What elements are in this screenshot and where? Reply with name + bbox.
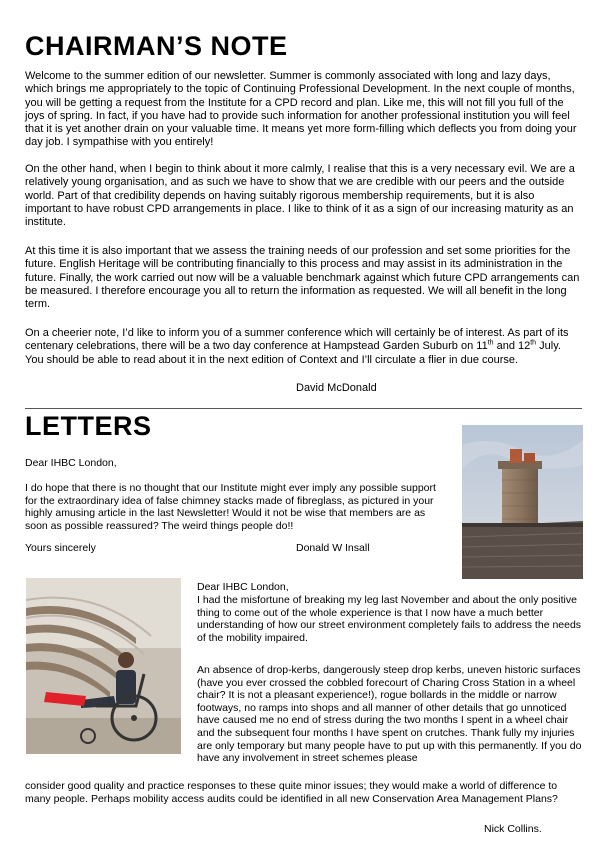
letter2-paragraph-2-continued: consider good quality and practice responses to these quite minor issues; they would make a world of difference to many people. Perhaps mobility access audits could be identified in all new Conservation Area Management Plans? <box>25 780 558 805</box>
chairman-signature: David McDonald <box>296 382 377 394</box>
letter1-closing: Yours sincerely <box>25 542 96 554</box>
wheelchair-staircase-photo <box>26 578 181 754</box>
chairman-paragraph-4 <box>25 327 581 367</box>
chimney-stack-photo <box>462 425 583 579</box>
p4-part-a: On a cheerier note, I’d like to inform you of a summer conference which will certainly be of interest. As part of its centenary celebrations, there will be a two day conference at Hampstead Garden Suburb on 11 <box>25 327 569 353</box>
letter2-paragraph-1: I had the misfortune of breaking my leg last November and about the only positive thing to come out of the whole experience is that I now have a much better understanding of how our street environment completely fails to address the needs of the mobility impaired. <box>197 594 582 644</box>
letter1-author: Donald W Insall <box>296 542 370 554</box>
chairman-paragraph-1: Welcome to the summer edition of our newsletter. Summer is commonly associated with long and lazy days, which brings me appropriately to the topic of Continuing Professional Development. In the next couple of months, you will be getting a request from the Institute for a CPD record and plan. Like me, this will not fill you full of the joys of spring. In fact, if you have had to provide such information for another professional institution you will feel that it is yet another drain on your valuable time. It means yet more form-filling which deflects you from doing your day job. I sympathise with you entirely! <box>25 70 577 149</box>
p4-part-b: and 12 <box>493 340 531 353</box>
chairman-paragraph-2: On the other hand, when I begin to think about it more calmly, I realise that this is a very necessary evil. We are a relatively young organisation, and as such we have to show that we are credible with our peers and the outside world. Part of that credibility depends on having suitably rigorous membership requirements, but it is also important to have robust CPD arrangements in place. I like to think of it as a sign of our increasing maturity as an institute. <box>25 163 575 229</box>
chairmans-note-heading: CHAIRMAN’S NOTE <box>25 31 288 61</box>
letters-heading: LETTERS <box>25 411 152 441</box>
p4-part-c: July. You should be able to read about it in the next edition of Context and I’ll circulate a flier in due course. <box>25 340 561 366</box>
letter1-salutation: Dear IHBC London, <box>25 457 117 469</box>
letter2-paragraph-2: An absence of drop-kerbs, dangerously steep drop kerbs, uneven historic surfaces (have you ever crossed the cobbled forecourt of Charing Cross Station in a wheel chair? It is not a pleasant experience!), rogue bollards in the middle or narrow footways, no ramps into shops and all manner of other details that go unnoticed have caused me no end of stress during the two months I spent in a wheel chair and the subsequent four months I have spent on crutches. Thank fully my injuries are only temporary but many people have to put up with this permanently. If you do have any involvement in street schemes please <box>197 664 582 765</box>
letter2-author: Nick Collins. <box>484 823 542 835</box>
section-divider <box>25 408 582 409</box>
letter2-salutation: Dear IHBC London, <box>197 581 289 593</box>
p4-sup-1: th <box>487 339 494 347</box>
letter1-body: I do hope that there is no thought that our Institute might ever imply any possible support for the extraordinary idea of false chimney stacks made of fibreglass, as pictured in your highly amusing article in the last Newsletter! Would it not be wise that members are as soon as possible reassured? The weird things people do!! <box>25 482 436 532</box>
chairman-paragraph-3: At this time it is also important that we assess the training needs of our profession and set some priorities for the future. English Heritage will be contributing financially to this process and may assist in its administration in the future. Finally, the work carried out now will be a valuable benchmark against which future CPD arrangements can be measured. I therefore encourage you all to return the information as requested. We will all benefit in the long term. <box>25 245 580 311</box>
p4-sup-2: th <box>530 339 537 347</box>
